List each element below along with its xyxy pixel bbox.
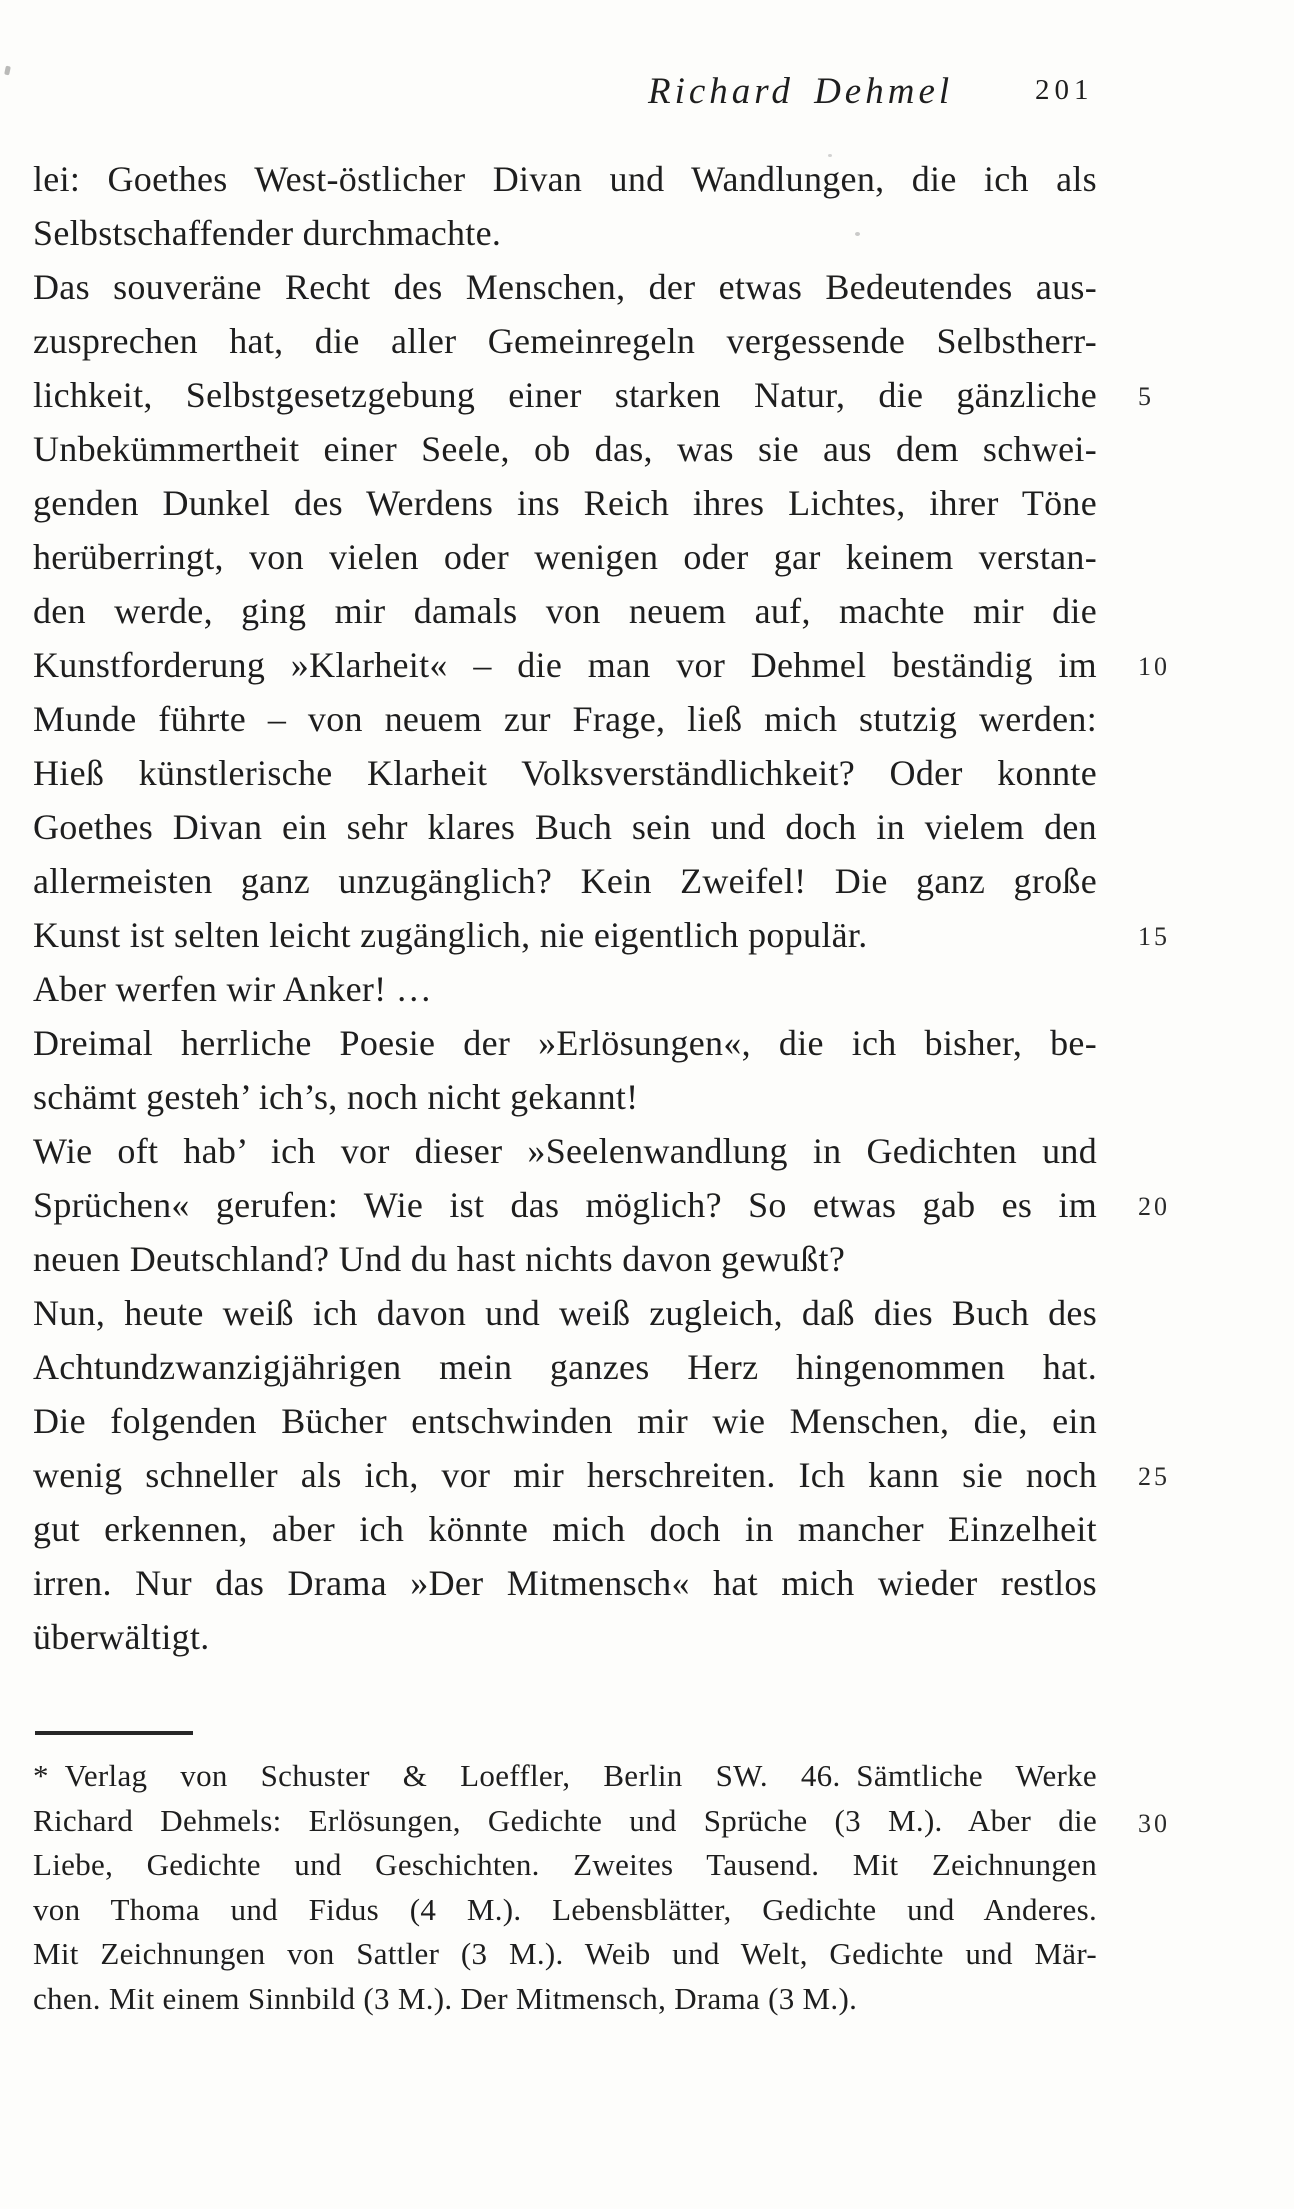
- line-number: 15: [1138, 922, 1170, 951]
- footnote-line: Richard Dehmels: Erlösungen, Gedichte und Sprüche (3 M.). Aber die: [33, 1802, 1097, 1838]
- line-number: 10: [1138, 652, 1170, 681]
- body-line: den werde, ging mir damals von neuem auf, machte mir die: [33, 591, 1097, 631]
- footnote-line: Liebe, Gedichte und Geschichten. Zweites Tausend. Mit Zeichnungen: [33, 1847, 1097, 1882]
- body-line: Das souveräne Recht des Menschen, der etwas Bedeutendes aus-: [33, 267, 1097, 307]
- running-head: Richard Dehmel: [648, 71, 954, 112]
- body-line: Sprüchen« gerufen: Wie ist das möglich? So etwas gab es im: [33, 1185, 1097, 1225]
- body-line: Hieß künstlerische Klarheit Volksverständlichkeit? Oder konnte: [33, 753, 1097, 793]
- body-line: Wie oft hab’ ich vor dieser »Seelenwandlung in Gedichten und: [33, 1131, 1097, 1171]
- body-line: Die folgenden Bücher entschwinden mir wie Menschen, die, ein: [33, 1401, 1097, 1441]
- footnote-line: Mit Zeichnungen von Sattler (3 M.). Weib und Welt, Gedichte und Mär-: [33, 1936, 1097, 1971]
- body-line: Achtundzwanzigjährigen mein ganzes Herz hingenommen hat.: [33, 1347, 1097, 1387]
- body-line: überwältigt.: [33, 1617, 210, 1657]
- body-line: Munde führte – von neuem zur Frage, ließ mich stutzig werden:: [33, 699, 1097, 739]
- body-line: irren. Nur das Drama »Der Mitmensch« hat mich wieder restlos: [33, 1563, 1097, 1603]
- footnote-block: [33, 1754, 1097, 2021]
- body-line: Dreimal herrliche Poesie der »Erlösungen«, die ich bisher, be-: [33, 1023, 1097, 1063]
- footnote-line: * Verlag von Schuster & Loeffler, Berlin SW. 46. Sämtliche Werke: [33, 1758, 1097, 1793]
- body-line: genden Dunkel des Werdens ins Reich ihres Lichtes, ihrer Töne: [33, 483, 1097, 523]
- body-line: neuen Deutschland? Und du hast nichts davon gewußt?: [33, 1239, 846, 1279]
- body-line: allermeisten ganz unzugänglich? Kein Zweifel! Die ganz große: [33, 861, 1097, 901]
- body-line: Goethes Divan ein sehr klares Buch sein und doch in vielem den: [33, 807, 1097, 847]
- body-line: herüberringt, von vielen oder wenigen oder gar keinem verstan-: [33, 537, 1097, 577]
- body-line: Kunst ist selten leicht zugänglich, nie eigentlich populär.: [33, 915, 868, 955]
- body-line: zusprechen hat, die aller Gemeinregeln vergessende Selbstherr-: [33, 321, 1097, 361]
- footnote-separator-rule: [35, 1731, 193, 1735]
- main-text-block: [33, 152, 1097, 1664]
- body-line: schämt gesteh’ ich’s, noch nicht gekannt!: [33, 1077, 639, 1117]
- line-number: 5: [1138, 382, 1154, 411]
- body-line: Aber werfen wir Anker! …: [33, 969, 433, 1009]
- scan-artifact-speck: [828, 154, 832, 157]
- footnote-line: von Thoma und Fidus (4 M.). Lebensblätter, Gedichte und Anderes.: [33, 1891, 1097, 1927]
- body-line: Unbekümmertheit einer Seele, ob das, was sie aus dem schwei-: [33, 429, 1097, 469]
- page-number: 201: [1035, 74, 1094, 106]
- body-line: Selbstschaffender durchmachte.: [33, 213, 502, 253]
- body-line: Kunstforderung »Klarheit« – die man vor Dehmel beständig im: [33, 645, 1097, 685]
- line-number: 30: [1138, 1808, 1170, 1838]
- footnote-line: chen. Mit einem Sinnbild (3 M.). Der Mitmensch, Drama (3 M.).: [33, 1980, 858, 2016]
- body-line: wenig schneller als ich, vor mir herschreiten. Ich kann sie noch: [33, 1455, 1097, 1495]
- scan-artifact-speck: [855, 232, 860, 236]
- scan-artifact-speck: [4, 66, 11, 76]
- body-line: gut erkennen, aber ich könnte mich doch in mancher Einzelheit: [33, 1509, 1097, 1549]
- line-number: 20: [1138, 1192, 1170, 1221]
- line-number: 25: [1138, 1462, 1170, 1491]
- body-line: lei: Goethes West-östlicher Divan und Wandlungen, die ich als: [33, 159, 1097, 199]
- body-line: Nun, heute weiß ich davon und weiß zugleich, daß dies Buch des: [33, 1293, 1097, 1333]
- body-line: lichkeit, Selbstgesetzgebung einer starken Natur, die gänzliche: [33, 375, 1097, 415]
